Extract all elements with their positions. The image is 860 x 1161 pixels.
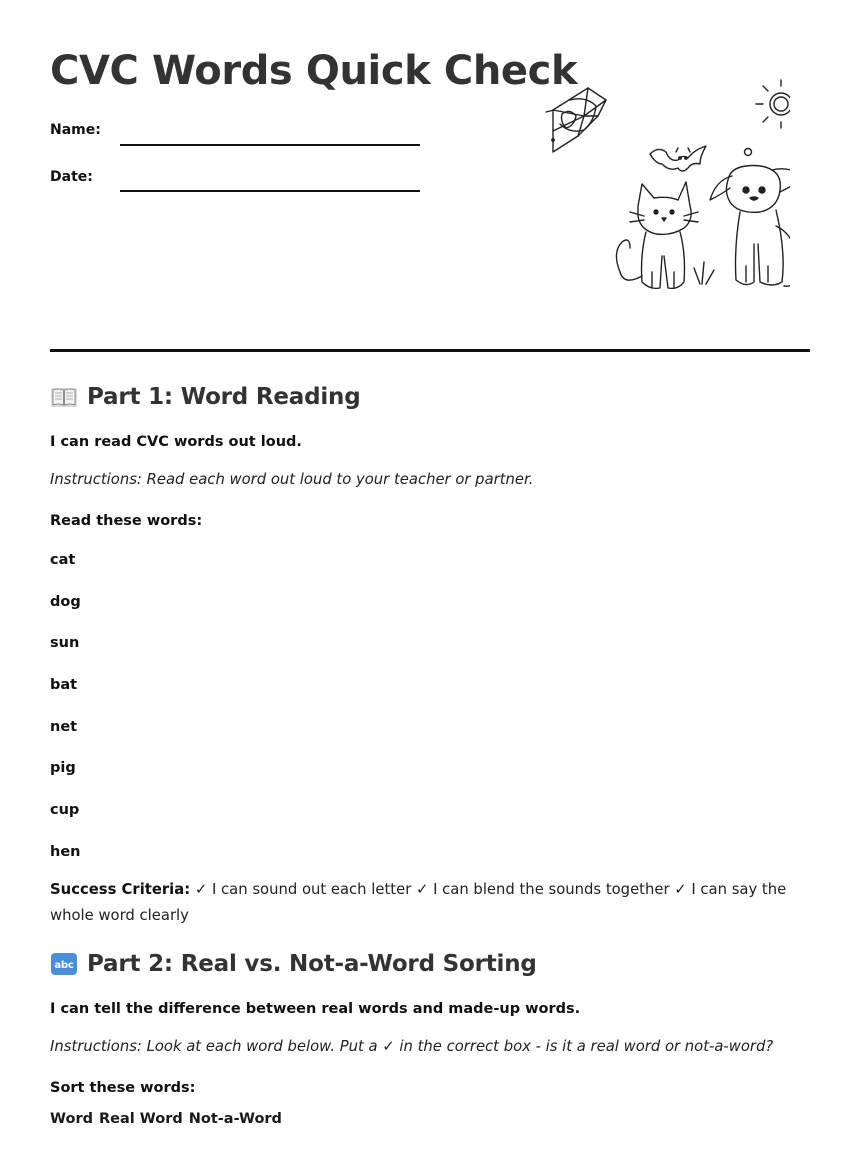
part1-instructions: Instructions: Read each word out loud to your teacher or partner. bbox=[50, 471, 534, 488]
dog-icon bbox=[710, 166, 790, 287]
part1-heading bbox=[50, 384, 810, 410]
sort-table-header bbox=[50, 1111, 810, 1127]
part2-goal: I can tell the difference between real words and made-up words. bbox=[50, 1000, 581, 1017]
bat-icon bbox=[650, 146, 706, 171]
abc-icon bbox=[50, 952, 78, 976]
cat-dog-halloween-illustration bbox=[540, 76, 790, 300]
date-label: Date: bbox=[50, 169, 93, 185]
list-item: pig bbox=[50, 760, 76, 777]
list-item: bat bbox=[50, 677, 78, 694]
part2-instructions: Instructions: Look at each word below. Put a ✓ in the correct box - is it a real word or not-a-word? bbox=[50, 1037, 774, 1055]
grass-icon bbox=[694, 262, 714, 284]
list-item: cup bbox=[50, 802, 80, 819]
list-item: net bbox=[50, 718, 78, 735]
page-title: CVC Words Quick Check bbox=[50, 48, 578, 94]
table-header-cell: Real Word bbox=[98, 1110, 183, 1127]
part1-title: Part 1: Word Reading bbox=[87, 384, 361, 410]
table-header-cell: Not-a-Word bbox=[188, 1110, 282, 1127]
list-item: hen bbox=[50, 843, 81, 860]
list-item: dog bbox=[50, 593, 81, 610]
name-label: Name: bbox=[50, 122, 101, 138]
word-list bbox=[50, 552, 810, 886]
part1-goal: I can read CVC words out loud. bbox=[50, 434, 302, 450]
part2-heading bbox=[50, 951, 810, 977]
header-divider bbox=[50, 349, 810, 352]
list-item: sun bbox=[50, 635, 80, 652]
sun-icon bbox=[756, 80, 790, 128]
svg-text:abc: abc bbox=[54, 959, 74, 971]
date-field[interactable] bbox=[120, 190, 420, 192]
open-book-icon bbox=[50, 385, 78, 409]
spider-web-icon bbox=[546, 88, 606, 152]
worksheet-content bbox=[50, 384, 810, 1127]
part2-title: Part 2: Real vs. Not-a-Word Sorting bbox=[87, 950, 537, 977]
success-criteria-text: ✓ I can sound out each letter ✓ I can blend the sounds together ✓ I can say the whole word clearly bbox=[50, 880, 787, 924]
name-field[interactable] bbox=[120, 144, 420, 146]
cat-icon bbox=[616, 182, 698, 288]
table-header-cell: Word bbox=[50, 1110, 93, 1127]
part1-list-label: Read these words: bbox=[50, 513, 203, 529]
part2-list-label: Sort these words: bbox=[50, 1079, 196, 1096]
success-criteria-label: Success Criteria: bbox=[50, 880, 191, 898]
list-item: cat bbox=[50, 552, 76, 568]
success-criteria bbox=[50, 877, 810, 929]
worksheet-header bbox=[50, 0, 810, 352]
